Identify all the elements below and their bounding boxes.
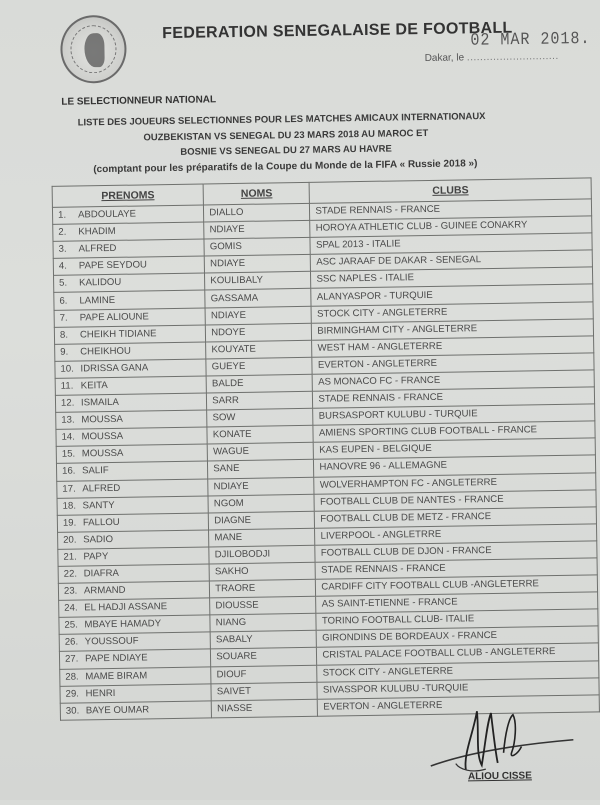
cell-club: STADE RENNAIS - FRANCE: [310, 199, 592, 221]
cell-nom: NDOYE: [206, 323, 312, 342]
row-number: 16.: [62, 465, 76, 478]
roster-body: [52, 199, 599, 720]
row-number: 5.: [59, 278, 68, 290]
cell-club: STADE RENNAIS - FRANCE: [313, 387, 595, 409]
organization-title: FEDERATION SENEGALAISE DE FOOTBALL: [162, 19, 513, 43]
row-number: 22.: [63, 568, 78, 580]
player-first-name: MAME BIRAM: [85, 670, 148, 682]
cell-nom: GUEYE: [206, 357, 312, 376]
signer-name: ALIOU CISSE: [467, 770, 532, 783]
row-number: 4.: [58, 260, 67, 273]
row-number: 13.: [61, 414, 75, 426]
player-roster-table: [52, 177, 600, 720]
player-first-name: DIAFRA: [83, 567, 119, 580]
cell-nom: DIOUSSE: [210, 596, 316, 615]
cell-club: ALANYASPOR - TURQUIE: [311, 284, 593, 306]
row-number: 28.: [65, 671, 79, 683]
place-date-line: [425, 51, 559, 64]
subtitle-line-3: BOSNIE VS SENEGAL DU 27 MARS AU HAVRE: [180, 143, 392, 158]
cell-nom: SOUARE: [211, 648, 317, 667]
player-first-name: ISMAILA: [80, 396, 119, 409]
cell-club: WOLVERHAMPTON FC - ANGLETERRE: [314, 472, 596, 494]
player-first-name: CHEIKHOU: [80, 345, 131, 358]
row-number: 6.: [59, 295, 68, 307]
player-first-name: KEITA: [80, 380, 108, 392]
cell-club: SIVASSPOR KULUBU -TURQUIE: [317, 677, 599, 699]
row-number: 15.: [61, 448, 76, 461]
cell-nom: GOMIS: [204, 238, 310, 257]
row-number: 18.: [62, 500, 77, 512]
cell-nom: SANE: [208, 460, 314, 479]
row-number: 29.: [65, 688, 80, 700]
row-number: 20.: [63, 534, 77, 546]
player-first-name: KHADIM: [78, 226, 116, 238]
cell-club: FOOTBALL CLUB DE NANTES - FRANCE: [314, 489, 596, 511]
cell-club: FOOTBALL CLUB DE DJON - FRANCE: [315, 541, 597, 563]
row-number: 12.: [60, 397, 75, 409]
cell-nom: KOULIBALY: [205, 272, 311, 291]
player-first-name: SALIF: [82, 465, 109, 477]
cell-club: CARDIFF CITY FOOTBALL CLUB -ANGLETERRE: [316, 575, 598, 597]
player-first-name: ALFRED: [82, 482, 121, 494]
player-first-name: KALIDOU: [79, 277, 122, 289]
player-first-name: MOUSSA: [81, 448, 124, 460]
cell-club: EVERTON - ANGLETERRE: [312, 353, 594, 375]
cell-club: AS SAINT-ETIENNE - FRANCE: [316, 592, 598, 614]
cell-nom: NIASSE: [211, 699, 317, 718]
player-first-name: PAPE ALIOUNE: [79, 310, 149, 324]
player-first-name: ARMAND: [83, 584, 126, 597]
row-number: 14.: [61, 431, 75, 444]
player-first-name: SADIO: [83, 533, 114, 546]
cell-nom: DIAGNE: [209, 511, 315, 530]
row-number: 7.: [59, 312, 68, 324]
date-stamp: 02 MAR 2018.: [470, 29, 591, 51]
cell-club: WEST HAM - ANGLETERRE: [312, 336, 594, 358]
cell-club: HANOVRE 96 - ALLEMAGNE: [314, 455, 596, 477]
header-noms: NOMS: [203, 182, 310, 205]
row-number: 19.: [62, 517, 77, 529]
row-number: 10.: [60, 363, 74, 375]
fsf-lion-logo-icon: [60, 15, 127, 84]
handwritten-signature-icon: [425, 702, 576, 774]
row-number: 9.: [60, 346, 69, 358]
player-first-name: FALLOU: [82, 516, 120, 529]
row-number: 3.: [58, 243, 67, 256]
lion-head-icon: [84, 33, 105, 67]
cell-club: SSC NAPLES - ITALIE: [311, 267, 593, 289]
player-first-name: PAPE NDIAYE: [84, 652, 148, 665]
cell-nom: NIANG: [210, 614, 316, 633]
row-number: 24.: [64, 602, 78, 614]
cell-club: STOCK CITY - ANGLETERRE: [311, 301, 593, 323]
cell-nom: DIOUF: [211, 665, 317, 684]
cell-nom: SAIVET: [211, 682, 317, 701]
cell-nom: WAGUE: [207, 443, 313, 462]
cell-club: FOOTBALL CLUB DE METZ - FRANCE: [315, 507, 597, 529]
player-first-name: ABDOULAYE: [77, 208, 137, 221]
row-number: 23.: [63, 585, 78, 597]
cell-nom: GASSAMA: [205, 289, 311, 308]
cell-club: LIVERPOOL - ANGLETRRE: [315, 524, 597, 546]
cell-nom: NDIAYE: [204, 220, 310, 239]
dakar-dots: ............................: [466, 50, 559, 64]
player-first-name: HENRI: [85, 687, 116, 700]
cell-club: ASC JARAAF DE DAKAR - SENEGAL: [311, 250, 593, 272]
cell-nom: BALDE: [206, 374, 312, 393]
cell-nom: SARR: [207, 391, 313, 410]
cell-nom: NDIAYE: [205, 306, 311, 325]
cell-club: STADE RENNAIS - FRANCE: [316, 558, 598, 580]
subtitle-line-2: OUZBEKISTAN VS SENEGAL DU 23 MARS 2018 AU MAROC ET: [143, 127, 429, 144]
player-first-name: PAPY: [83, 550, 109, 563]
row-number: 11.: [60, 380, 74, 392]
cell-nom: TRAORE: [210, 579, 316, 598]
cell-club: STOCK CITY - ANGLETERRE: [317, 660, 599, 682]
row-number: 25.: [64, 619, 78, 632]
player-first-name: YOUSSOUF: [84, 635, 139, 648]
row-number: 21.: [63, 551, 77, 563]
row-number: 27.: [64, 653, 79, 666]
cell-nom: SABALY: [210, 631, 316, 650]
cell-club: EVERTON - ANGLETERRE: [318, 695, 600, 717]
player-first-name: SANTY: [82, 499, 115, 512]
player-first-name: ALFRED: [78, 243, 117, 255]
cell-nom: KONATE: [207, 426, 313, 445]
cell-club: KAS EUPEN - BELGIQUE: [314, 438, 596, 460]
player-first-name: LAMINE: [79, 294, 116, 306]
player-first-name: MOUSSA: [81, 431, 124, 443]
cell-club: BURSASPORT KULUBU - TURQUIE: [313, 404, 595, 426]
author-title: LE SELECTIONNEUR NATIONAL: [61, 94, 217, 108]
header-prenoms: PRENOMS: [52, 184, 204, 207]
cell-club: GIRONDINS DE BORDEAUX - FRANCE: [317, 626, 599, 648]
cell-club: CRISTAL PALACE FOOTBALL CLUB - ANGLETERRE: [317, 643, 599, 665]
cell-nom: NDIAYE: [204, 255, 310, 274]
cell-nom: DIALLO: [204, 203, 310, 222]
cell-club: AMIENS SPORTING CLUB FOOTBALL - FRANCE: [313, 421, 595, 443]
player-first-name: IDRISSA GANA: [80, 362, 149, 375]
player-first-name: EL HADJI ASSANE: [84, 601, 168, 614]
row-number: 30.: [65, 705, 80, 717]
cell-club: SPAL 2013 - ITALIE: [310, 233, 592, 255]
cell-nom: MANE: [209, 528, 315, 547]
cell-club: AS MONACO FC - FRANCE: [313, 370, 595, 392]
cell-nom: NGOM: [208, 494, 314, 513]
cell-nom: NDIAYE: [208, 477, 314, 496]
cell-club: HOROYA ATHLETIC CLUB - GUINEE CONAKRY: [310, 216, 592, 238]
subtitle-line-1: LISTE DES JOUEURS SELECTIONNES POUR LES MATCHES AMICAUX INTERNATIONAUX: [77, 111, 486, 129]
player-first-name: CHEIKH TIDIANE: [79, 327, 157, 341]
row-number: 2.: [58, 226, 67, 238]
row-number: 1.: [57, 209, 67, 221]
cell-club: TORINO FOOTBALL CLUB- ITALIE: [316, 609, 598, 631]
cell-club: BIRMINGHAM CITY - ANGLETERRE: [312, 319, 594, 341]
cell-nom: DJILOBODJI: [209, 545, 315, 564]
player-first-name: MOUSSA: [81, 413, 123, 426]
dakar-label: Dakar, le: [424, 52, 465, 64]
player-first-name: BAYE OUMAR: [85, 704, 150, 717]
subtitle-line-4: (comptant pour les préparatifs de la Coupe du Monde de la FIFA « Russie 2018 »): [93, 158, 478, 176]
player-first-name: MBAYE HAMADY: [84, 618, 162, 631]
player-first-name: PAPE SEYDOU: [78, 259, 148, 272]
row-number: 26.: [64, 636, 79, 649]
cell-nom: KOUYATE: [206, 340, 312, 359]
cell-prenom: [60, 701, 212, 720]
header-clubs: CLUBS: [310, 178, 592, 203]
cell-nom: SAKHO: [209, 562, 315, 581]
row-number: 8.: [59, 329, 69, 341]
cell-nom: SOW: [207, 408, 313, 427]
row-number: 17.: [62, 483, 76, 495]
